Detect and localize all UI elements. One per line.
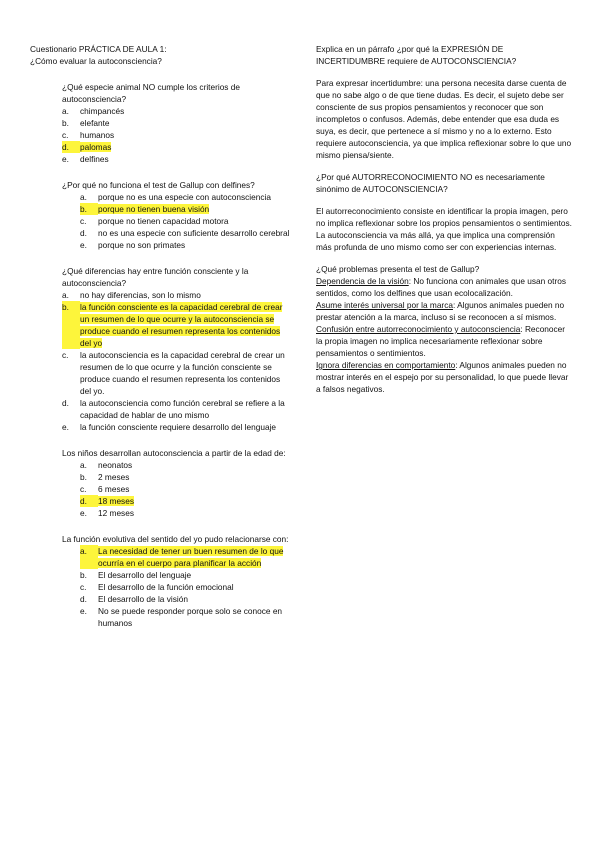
option-text: la autoconsciencia como función cerebral se refiere a la capacidad de hablar de uno mismo bbox=[80, 398, 285, 420]
option-marker: c. bbox=[80, 582, 87, 592]
option-text: 18 meses bbox=[98, 496, 134, 506]
option-text: 2 meses bbox=[98, 472, 130, 482]
option-item-correct bbox=[62, 495, 290, 507]
question-text: ¿Qué diferencias hay entre función consciente y la autoconsciencia? bbox=[62, 266, 249, 288]
quiz-subtitle: ¿Cómo evaluar la autoconsciencia? bbox=[30, 56, 162, 66]
option-item bbox=[62, 227, 290, 239]
problem-term: Confusión entre autorreconocimiento y autoconsciencia bbox=[316, 324, 521, 334]
option-text: No se puede responder porque solo se conoce en humanos bbox=[98, 606, 283, 628]
option-item bbox=[62, 153, 290, 165]
options-list bbox=[62, 459, 290, 519]
option-text: La necesidad de tener un buen resumen de lo que ocurría en el cuerpo para planificar la acción bbox=[98, 546, 284, 568]
option-text: la autoconsciencia es la capacidad cerebral de crear un resumen de lo que ocurre y la función consciente se produce cuando el resumen representa los contenidos del yo. bbox=[80, 350, 285, 396]
options-list bbox=[62, 289, 290, 433]
option-item-correct bbox=[62, 545, 290, 569]
options-list bbox=[62, 191, 290, 251]
open-question-3: ¿Qué problemas presenta el test de Gallup? bbox=[316, 264, 480, 274]
option-item bbox=[62, 471, 290, 483]
problem-desc: : No funciona con animales que usan otros sentidos, como los delfines que usan ecolocalización. bbox=[316, 276, 566, 298]
option-marker: d. bbox=[62, 398, 69, 408]
option-item bbox=[62, 581, 290, 593]
problem-item bbox=[316, 359, 572, 395]
option-item bbox=[62, 129, 290, 141]
left-column bbox=[30, 43, 290, 629]
problem-item bbox=[316, 275, 572, 299]
problem-desc: : Algunos animales pueden no prestar atención a la marca, incluso si se reconocen a sí mismos. bbox=[316, 300, 565, 322]
option-item bbox=[62, 239, 290, 251]
option-text: El desarrollo de la visión bbox=[98, 594, 188, 604]
problem-term: Dependencia de la visión bbox=[316, 276, 409, 286]
option-item bbox=[62, 289, 290, 301]
option-item bbox=[62, 605, 290, 629]
question-text: Los niños desarrollan autoconsciencia a partir de la edad de: bbox=[62, 448, 286, 458]
option-item bbox=[62, 191, 290, 203]
option-marker: c. bbox=[80, 216, 87, 226]
option-marker: c. bbox=[62, 350, 69, 360]
option-marker: d. bbox=[62, 141, 80, 153]
option-text: neonatos bbox=[98, 460, 133, 470]
option-text: delfines bbox=[80, 154, 109, 164]
option-item bbox=[62, 117, 290, 129]
option-marker: d. bbox=[80, 594, 87, 604]
option-text: porque no son primates bbox=[98, 240, 186, 250]
option-marker: d. bbox=[80, 495, 98, 507]
question-text: ¿Qué especie animal NO cumple los criterios de autoconsciencia? bbox=[62, 82, 240, 104]
problem-term: Ignora diferencias en comportamiento bbox=[316, 360, 456, 370]
option-marker: a. bbox=[62, 106, 69, 116]
options-list bbox=[62, 545, 290, 629]
option-item bbox=[62, 593, 290, 605]
question-1 bbox=[30, 81, 290, 165]
option-marker: e. bbox=[62, 422, 69, 432]
option-item bbox=[62, 421, 290, 433]
option-marker: b. bbox=[62, 118, 69, 128]
question-text: ¿Por qué no funciona el test de Gallup con delfines? bbox=[62, 180, 255, 190]
problem-term: Asume interés universal por la marca bbox=[316, 300, 453, 310]
option-text: porque no tienen buena visión bbox=[98, 204, 210, 214]
problem-desc: : Algunos animales pueden no mostrar interés en el espejo por su personalidad, lo que puede llevar a falsos negativos. bbox=[316, 360, 569, 394]
option-marker: a. bbox=[80, 545, 98, 569]
option-marker: a. bbox=[80, 192, 87, 202]
question-2 bbox=[30, 179, 290, 251]
options-list bbox=[62, 105, 290, 165]
option-item bbox=[62, 215, 290, 227]
option-item bbox=[62, 569, 290, 581]
option-marker: a. bbox=[62, 290, 69, 300]
option-item bbox=[62, 397, 290, 421]
option-text: no hay diferencias, son lo mismo bbox=[80, 290, 201, 300]
right-column bbox=[316, 43, 572, 395]
option-marker: c. bbox=[62, 130, 69, 140]
option-marker: e. bbox=[80, 508, 87, 518]
option-marker: b. bbox=[80, 203, 98, 215]
open-question-2: ¿Por qué AUTORRECONOCIMIENTO NO es necesariamente sinónimo de AUTOCONSCIENCIA? bbox=[316, 172, 545, 194]
option-item bbox=[62, 105, 290, 117]
option-text: porque no tienen capacidad motora bbox=[98, 216, 229, 226]
option-marker: e. bbox=[80, 240, 87, 250]
option-text: 12 meses bbox=[98, 508, 134, 518]
option-text: El desarrollo de la función emocional bbox=[98, 582, 234, 592]
option-item bbox=[62, 459, 290, 471]
problem-desc: : Reconocer la propia imagen no implica necesariamente reflexionar sobre pensamientos o sentimientos. bbox=[316, 324, 566, 358]
answer-paragraph-1: Para expresar incertidumbre: una persona necesita darse cuenta de que no sabe algo o de que tiene dudas. Es decir, el sujeto debe ser consciente de sus propios pensamientos y reconocer que son incompletos o confusos. Además, debe entender que esa duda es suya, es decir, que pertenece a sí mismo y no a lo externo. Esto requiere autoconsciencia, ya que implica reflexionar sobre lo que uno mismo piensa/siente. bbox=[316, 78, 572, 160]
problem-item bbox=[316, 299, 572, 323]
option-text: chimpancés bbox=[80, 106, 125, 116]
option-text: la función consciente es la capacidad cerebral de crear un resumen de lo que ocurre y la autoconsciencia se produce cuando el resumen representa los contenidos del yo bbox=[80, 302, 283, 348]
option-marker: a. bbox=[80, 460, 87, 470]
question-3 bbox=[30, 265, 290, 433]
option-marker: b. bbox=[80, 570, 87, 580]
option-item bbox=[62, 483, 290, 495]
option-marker: e. bbox=[80, 606, 87, 616]
option-text: elefante bbox=[80, 118, 110, 128]
problem-item bbox=[316, 323, 572, 359]
option-marker: d. bbox=[80, 228, 87, 238]
question-text: La función evolutiva del sentido del yo pudo relacionarse con: bbox=[62, 534, 289, 544]
answer-paragraph-2: El autorreconocimiento consiste en identificar la propia imagen, pero no implica reflexionar sobre los propios pensamientos o sentimientos. La autoconsciencia va más allá, ya que implica una comprensión más profunda de uno mismo como ser con experiencias internas. bbox=[316, 206, 572, 252]
option-text: la función consciente requiere desarrollo del lenguaje bbox=[80, 422, 277, 432]
option-marker: c. bbox=[80, 484, 87, 494]
question-4 bbox=[30, 447, 290, 519]
option-marker: e. bbox=[62, 154, 69, 164]
quiz-title: Cuestionario PRÁCTICA DE AULA 1: bbox=[30, 44, 167, 54]
option-item-correct bbox=[62, 203, 290, 215]
option-item-correct bbox=[62, 141, 290, 153]
option-item bbox=[62, 349, 290, 397]
option-text: 6 meses bbox=[98, 484, 130, 494]
option-item-correct bbox=[62, 301, 290, 349]
option-marker: b. bbox=[80, 472, 87, 482]
option-text: humanos bbox=[80, 130, 115, 140]
option-text: no es una especie con suficiente desarrollo cerebral bbox=[98, 228, 290, 238]
option-marker: b. bbox=[62, 301, 80, 349]
option-text: porque no es una especie con autoconsciencia bbox=[98, 192, 271, 202]
open-question-1: Explica en un párrafo ¿por qué la EXPRESIÓN DE INCERTIDUMBRE requiere de AUTOCONSCIENCIA? bbox=[316, 44, 517, 66]
question-5 bbox=[30, 533, 290, 629]
option-item bbox=[62, 507, 290, 519]
option-text: El desarrollo del lenguaje bbox=[98, 570, 192, 580]
option-text: palomas bbox=[80, 142, 112, 152]
gallup-problems-list bbox=[316, 275, 572, 395]
